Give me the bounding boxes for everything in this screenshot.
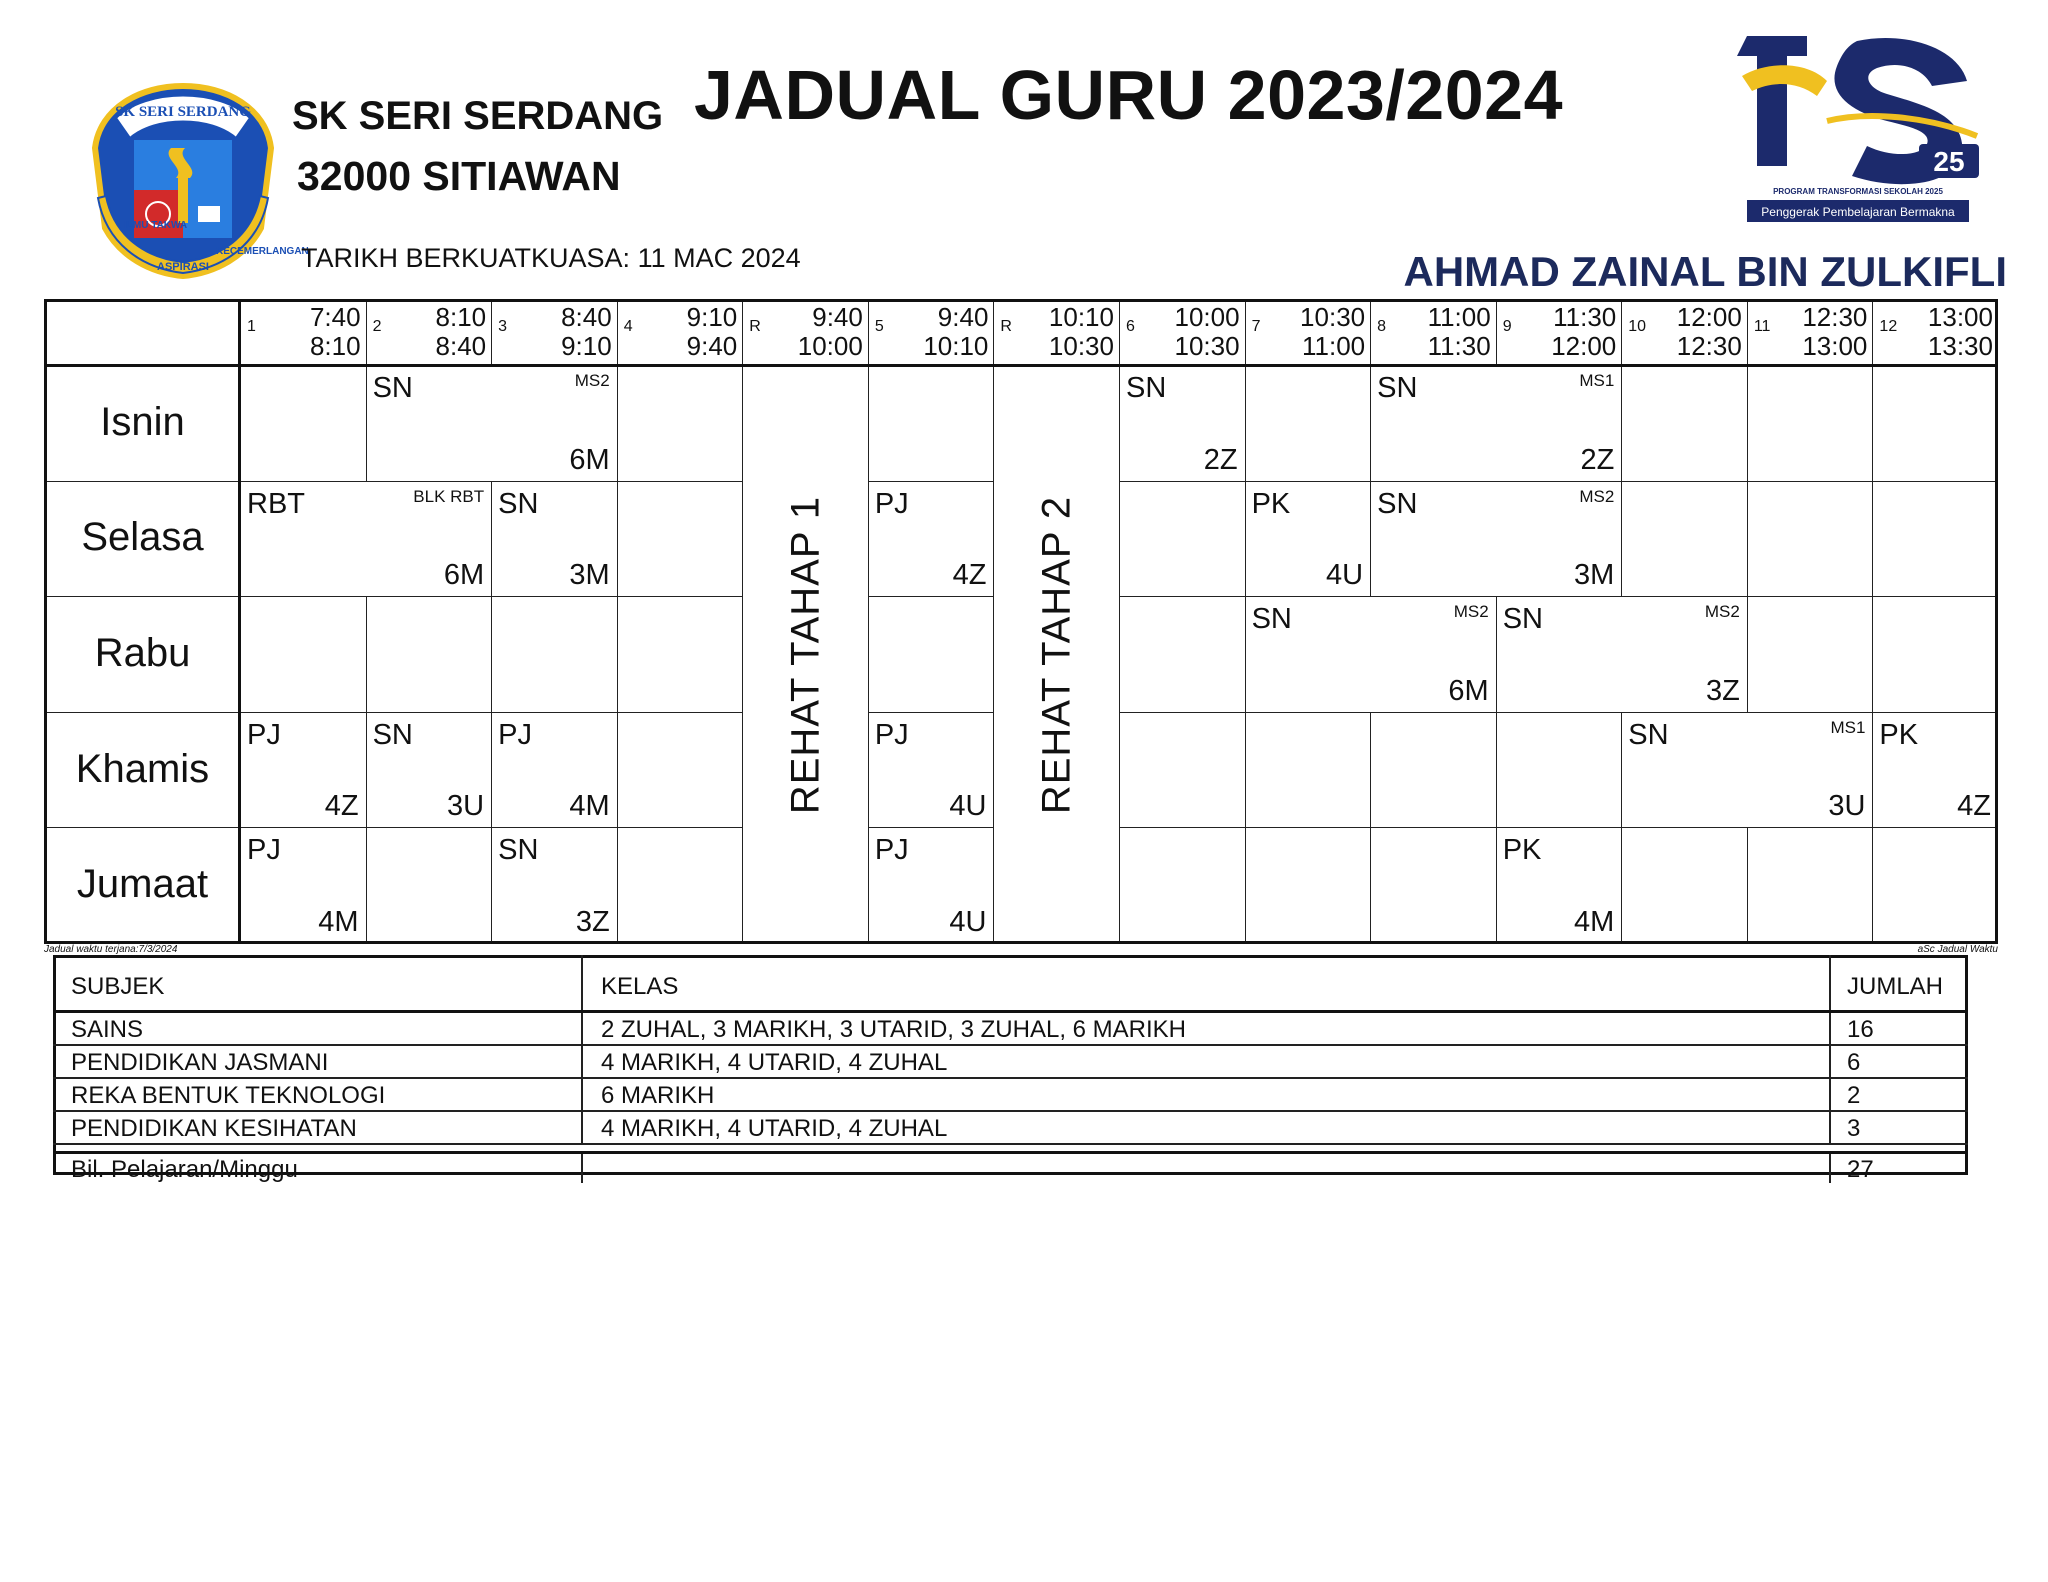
period-number: 10 [1628, 318, 1647, 335]
lesson-class: 4Z [1957, 790, 1991, 823]
period-header [617, 299, 743, 366]
empty-slot [868, 366, 994, 482]
summary-cell: SAINS [71, 1016, 144, 1043]
period-number: 5 [874, 318, 884, 335]
day-label-cell [44, 482, 240, 598]
lesson-class: 4Z [952, 559, 987, 592]
summary-row [53, 1013, 1968, 1046]
lesson-subject: PJ [498, 718, 532, 751]
period-start-time: 11:00 [1427, 302, 1491, 332]
lesson-subject: PJ [874, 487, 909, 520]
lesson-slot[interactable] [366, 366, 617, 482]
summary-row [53, 1079, 1968, 1112]
period-start-time: 10:00 [1174, 302, 1240, 332]
lesson-slot[interactable] [240, 828, 366, 944]
lesson-room: MS2 [574, 371, 610, 390]
empty-slot [1119, 828, 1245, 944]
day-label: Rabu [94, 630, 191, 675]
period-header [1119, 299, 1245, 366]
period-end-time: 8:10 [309, 331, 361, 361]
period-header [366, 299, 492, 366]
period-number: R [749, 318, 761, 335]
period-number: 3 [498, 318, 508, 335]
lesson-class: 4U [949, 905, 987, 938]
summary-total-row [53, 1151, 1968, 1183]
lesson-slot[interactable] [868, 713, 994, 829]
period-number: 4 [623, 318, 633, 335]
lesson-class: 6M [1448, 674, 1489, 707]
empty-slot [366, 597, 492, 713]
summary-row [53, 1046, 1968, 1079]
period-number: 8 [1377, 318, 1387, 335]
empty-slot [1119, 713, 1245, 829]
lesson-class: 4M [1573, 905, 1615, 938]
summary-header-cell: JUMLAH [1829, 955, 1968, 1010]
summary-cell: 3 [1829, 1112, 1968, 1143]
summary-total-cell [581, 1154, 1829, 1183]
empty-slot [617, 482, 743, 598]
lesson-subject: SN [1126, 372, 1167, 404]
timetable-generated-date: Jadual waktu terjana:7/3/2024 [44, 944, 178, 955]
lesson-class: 3Z [1706, 674, 1740, 707]
lesson-class: 2Z [1580, 443, 1615, 476]
period-header [1496, 299, 1622, 366]
lesson-subject: SN [372, 372, 413, 404]
period-end-time: 9:10 [561, 331, 612, 361]
lesson-subject: RBT [247, 487, 305, 520]
empty-slot [617, 828, 743, 944]
teacher-name: AHMAD ZAINAL BIN ZULKIFLI [1403, 248, 2007, 295]
period-start-time: 8:10 [435, 302, 487, 332]
period-header [1245, 299, 1371, 366]
summary-cell: 6 MARIKH [581, 1079, 1829, 1110]
period-end-time: 12:30 [1676, 331, 1742, 361]
lesson-slot[interactable] [491, 482, 617, 598]
period-end-time: 13:30 [1927, 331, 1993, 361]
empty-slot [1496, 713, 1622, 829]
period-start-time: 7:40 [309, 302, 361, 332]
empty-slot [1747, 597, 1873, 713]
period-start-time: 9:40 [937, 302, 989, 332]
summary-header-row [53, 955, 1968, 1013]
period-number: 1 [247, 318, 256, 335]
lesson-class: 3M [1573, 559, 1615, 592]
crest-top-text: SK SERI SERDANG [115, 104, 251, 120]
period-number: 6 [1126, 318, 1135, 335]
school-crest-logo [76, 78, 309, 278]
empty-slot [1621, 828, 1747, 944]
period-start-time: 8:40 [561, 302, 612, 332]
period-header [1747, 299, 1873, 366]
summary-total-cell: Bil. Pelajaran/Minggu [71, 1156, 298, 1183]
lesson-class: 4U [1326, 559, 1364, 592]
period-start-time: 10:30 [1300, 302, 1366, 332]
empty-slot [1747, 482, 1873, 598]
summary-row [53, 1112, 1968, 1145]
period-end-time: 9:40 [686, 331, 738, 361]
crest-left-text: ILMU TAKWA [124, 220, 188, 231]
lesson-room: BLK RBT [413, 486, 485, 506]
day-label: Jumaat [76, 862, 209, 907]
empty-slot [1872, 597, 1998, 713]
lesson-room: MS2 [1453, 602, 1489, 622]
empty-slot [868, 597, 994, 713]
empty-slot [1872, 366, 1998, 482]
day-label-cell [44, 597, 240, 713]
period-number: 12 [1879, 318, 1898, 335]
empty-slot [1747, 366, 1873, 482]
empty-slot [366, 828, 492, 944]
school-city: 32000 SITIAWAN [297, 153, 621, 199]
summary-cell: 2 [1829, 1079, 1968, 1110]
day-label: Khamis [75, 746, 210, 791]
teacher-timetable [44, 299, 1998, 944]
lesson-slot[interactable] [491, 828, 617, 944]
lesson-slot[interactable] [366, 713, 492, 829]
empty-slot [1370, 713, 1496, 829]
empty-slot [617, 366, 743, 482]
ts25-program-logo [1727, 26, 1989, 226]
period-number: 9 [1502, 318, 1512, 335]
empty-slot [1119, 482, 1245, 598]
lesson-subject: SN [1251, 603, 1292, 636]
empty-slot [1872, 828, 1998, 944]
lesson-subject: SN [498, 834, 539, 867]
period-start-time: 12:00 [1676, 302, 1742, 332]
lesson-class: 4Z [324, 790, 359, 823]
empty-slot [1245, 713, 1371, 829]
period-end-time: 11:30 [1427, 331, 1491, 361]
empty-slot [240, 597, 366, 713]
period-header [742, 299, 868, 366]
lesson-room: MS2 [1704, 602, 1740, 622]
lesson-slot[interactable] [1370, 366, 1621, 482]
period-number: 11 [1753, 318, 1771, 335]
lesson-subject: SN [372, 718, 413, 751]
period-start-time: 13:00 [1927, 302, 1993, 332]
summary-cell: REKA BENTUK TEKNOLOGI [71, 1082, 386, 1109]
period-end-time: 13:00 [1802, 331, 1868, 361]
period-start-time: 9:10 [686, 302, 738, 332]
break-label: REHAT TAHAP 1 [783, 495, 828, 814]
period-end-time: 8:40 [435, 331, 487, 361]
lesson-class: 4M [569, 790, 610, 823]
lesson-class: 3Z [575, 905, 610, 938]
empty-slot [1119, 597, 1245, 713]
summary-cell: 4 MARIKH, 4 UTARID, 4 ZUHAL [581, 1046, 1829, 1077]
lesson-class: 6M [569, 443, 610, 476]
lesson-slot[interactable] [1119, 366, 1245, 482]
summary-cell: 6 [1829, 1046, 1968, 1077]
lesson-class: 4M [318, 905, 359, 938]
lesson-slot[interactable] [1496, 828, 1622, 944]
empty-slot [1621, 482, 1747, 598]
timetable-software: aSc Jadual Waktu [1917, 944, 1998, 955]
school-name: SK SERI SERDANG [292, 94, 664, 138]
period-end-time: 10:10 [923, 331, 989, 361]
period-header [1370, 299, 1496, 366]
lesson-room: MS1 [1830, 717, 1866, 737]
lesson-class: 2Z [1203, 443, 1238, 476]
lesson-class: 3M [569, 559, 610, 592]
day-label-cell [44, 828, 240, 944]
empty-slot [1245, 828, 1371, 944]
summary-cell: 2 ZUHAL, 3 MARIKH, 3 UTARID, 3 ZUHAL, 6 MARIKH [581, 1013, 1829, 1044]
break-label: REHAT TAHAP 2 [1034, 495, 1079, 814]
summary-cell: 4 MARIKH, 4 UTARID, 4 ZUHAL [581, 1112, 1829, 1143]
page-title: JADUAL GURU 2023/2024 [694, 56, 1564, 134]
summary-header-cell: KELAS [581, 955, 1829, 1010]
empty-slot [1747, 828, 1873, 944]
ts-logo-program: PROGRAM TRANSFORMASI SEKOLAH 2025 [1773, 187, 1943, 196]
lesson-subject: SN [1377, 487, 1418, 520]
period-header [1872, 299, 1998, 366]
period-header [868, 299, 994, 366]
lesson-subject: PK [1879, 718, 1919, 751]
timetable-corner [44, 299, 240, 366]
period-number: 7 [1251, 318, 1261, 335]
lesson-class: 3U [1828, 790, 1866, 823]
day-label-cell [44, 713, 240, 829]
lesson-slot[interactable] [1245, 482, 1371, 598]
period-start-time: 12:30 [1802, 302, 1868, 332]
empty-slot [1872, 482, 1998, 598]
ts-logo-tagline: Penggerak Pembelajaran Bermakna [1761, 205, 1955, 219]
period-start-time: 11:30 [1553, 302, 1617, 332]
period-end-time: 10:00 [797, 331, 863, 361]
period-number: R [1000, 318, 1012, 335]
day-label: Isnin [100, 399, 185, 444]
period-header [1621, 299, 1747, 366]
lesson-subject: PJ [874, 834, 909, 867]
summary-cell: 16 [1829, 1013, 1968, 1044]
lesson-subject: SN [1628, 718, 1669, 751]
lesson-slot[interactable] [868, 482, 994, 598]
effective-date: TARIKH BERKUATKUASA: 11 MAC 2024 [301, 243, 801, 273]
summary-cell: PENDIDIKAN JASMANI [71, 1049, 329, 1076]
lesson-slot[interactable] [1245, 597, 1496, 713]
lesson-subject: PJ [247, 834, 281, 867]
lesson-class: 6M [443, 559, 485, 592]
crest-right-text: KECEMERLANGAN [216, 246, 309, 257]
period-start-time: 10:10 [1048, 302, 1114, 332]
empty-slot [1245, 366, 1371, 482]
subject-summary-table [53, 955, 1968, 1183]
lesson-room: MS1 [1579, 371, 1615, 390]
lesson-slot[interactable] [240, 713, 366, 829]
lesson-slot[interactable] [1621, 713, 1872, 829]
day-label: Selasa [81, 515, 204, 560]
period-start-time: 9:40 [812, 302, 863, 332]
lesson-slot[interactable] [868, 828, 994, 944]
lesson-subject: PK [1251, 487, 1291, 520]
lesson-slot[interactable] [1370, 482, 1621, 598]
lesson-slot[interactable] [1872, 713, 1998, 829]
summary-total-cell: 27 [1829, 1154, 1968, 1183]
empty-slot [617, 597, 743, 713]
lesson-subject: PJ [247, 718, 281, 751]
empty-slot [1370, 828, 1496, 944]
summary-cell: PENDIDIKAN KESIHATAN [71, 1115, 357, 1142]
period-number: 2 [372, 318, 382, 335]
empty-slot [240, 366, 366, 482]
lesson-class: 3U [447, 790, 485, 823]
empty-slot [491, 597, 617, 713]
period-end-time: 10:30 [1174, 331, 1240, 361]
lesson-slot[interactable] [240, 482, 491, 598]
empty-slot [617, 713, 743, 829]
summary-header-cell: SUBJEK [71, 973, 165, 1000]
lesson-subject: SN [1502, 603, 1543, 636]
lesson-subject: PJ [874, 718, 909, 751]
lesson-slot[interactable] [491, 713, 617, 829]
ts-logo-badge: 25 [1933, 146, 1965, 177]
break-column [742, 366, 868, 944]
day-label-cell [44, 366, 240, 482]
period-end-time: 11:00 [1301, 331, 1366, 361]
period-header [993, 299, 1119, 366]
empty-slot [1621, 366, 1747, 482]
period-header [491, 299, 617, 366]
break-column [993, 366, 1119, 944]
period-end-time: 12:00 [1551, 331, 1617, 361]
lesson-room: MS2 [1579, 486, 1615, 506]
lesson-subject: PK [1502, 834, 1542, 867]
lesson-subject: SN [498, 487, 539, 520]
lesson-subject: SN [1377, 372, 1418, 404]
period-end-time: 10:30 [1048, 331, 1114, 361]
lesson-class: 4U [949, 790, 987, 823]
crest-bottom-text: ASPIRASI [157, 261, 209, 273]
lesson-slot[interactable] [1496, 597, 1747, 713]
period-header [240, 299, 366, 366]
